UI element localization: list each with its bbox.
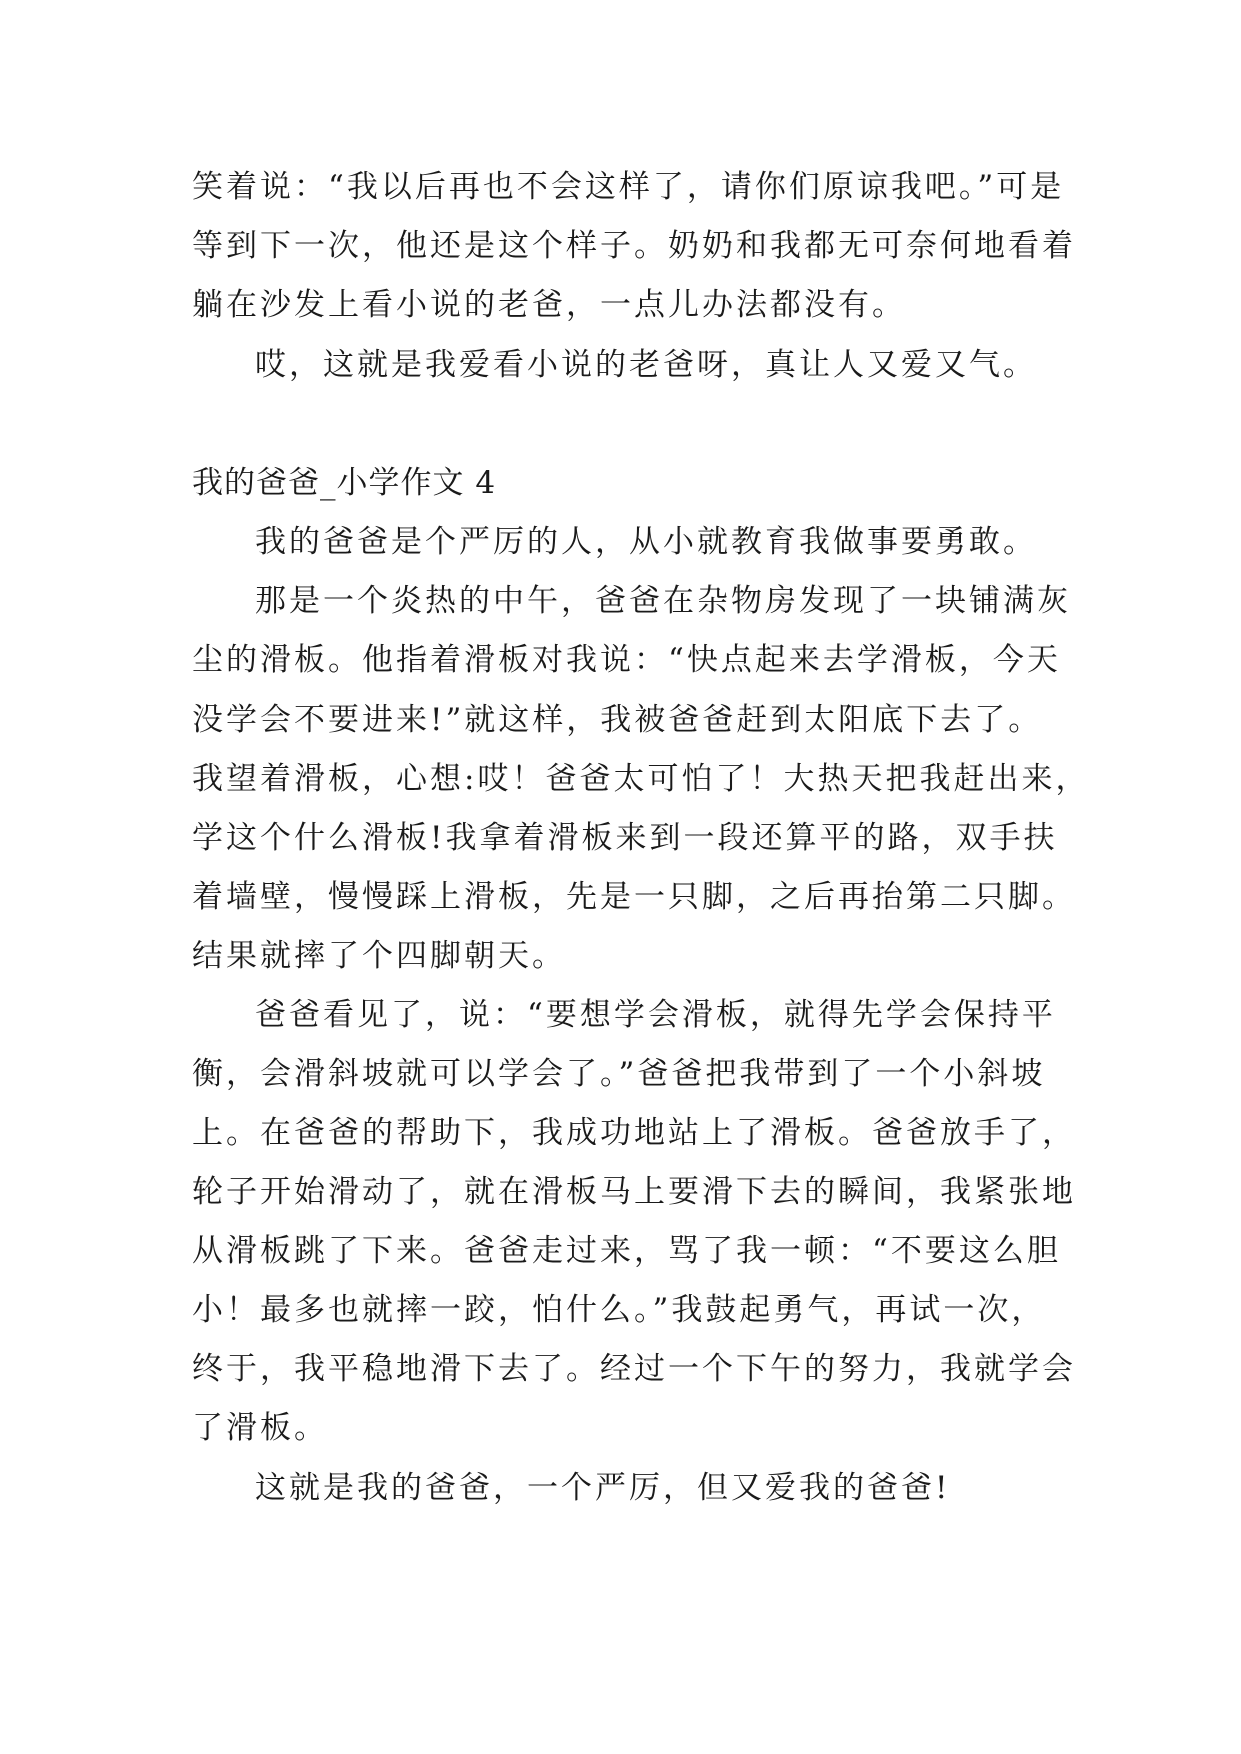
paragraph-line: 我的爸爸是个严厉的人，从小就教育我做事要勇敢。 bbox=[255, 524, 1037, 560]
text-line: 衡，会滑斜坡就可以学会了。”爸爸把我带到了一个小斜坡 bbox=[192, 1056, 1046, 1092]
text-line: 着墙壁，慢慢踩上滑板，先是一只脚，之后再抬第二只脚。 bbox=[192, 879, 1076, 915]
text-line: 小！最多也就摔一跤，怕什么。”我鼓起勇气，再试一次， bbox=[192, 1292, 1046, 1328]
paragraph-line: 哎，这就是我爱看小说的老爸呀，真让人又爱又气。 bbox=[255, 347, 1037, 383]
text-line: 我望着滑板，心想:哎！爸爸太可怕了！大热天把我赶出来， bbox=[192, 761, 1090, 797]
text-line: 学这个什么滑板!我拿着滑板来到一段还算平的路，双手扶 bbox=[192, 820, 1058, 856]
paragraph-line: 那是一个炎热的中午，爸爸在杂物房发现了一块铺满灰 bbox=[255, 583, 1071, 619]
text-line: 笑着说：“我以后再也不会这样了，请你们原谅我吧。”可是 bbox=[192, 169, 1065, 205]
text-line: 轮子开始滑动了，就在滑板马上要滑下去的瞬间，我紧张地 bbox=[192, 1174, 1076, 1210]
text-line: 终于，我平稳地滑下去了。经过一个下午的努力，我就学会 bbox=[192, 1351, 1076, 1387]
paragraph-line: 爸爸看见了，说：“要想学会滑板，就得先学会保持平 bbox=[255, 997, 1056, 1033]
text-line: 躺在沙发上看小说的老爸，一点儿办法都没有。 bbox=[192, 287, 906, 323]
text-line: 结果就摔了个四脚朝天。 bbox=[192, 938, 566, 974]
text-line: 尘的滑板。他指着滑板对我说：“快点起来去学滑板，今天 bbox=[192, 642, 1061, 678]
text-line: 上。在爸爸的帮助下，我成功地站上了滑板。爸爸放手了， bbox=[192, 1115, 1076, 1151]
paragraph-line: 这就是我的爸爸，一个严厉，但又爱我的爸爸! bbox=[255, 1470, 951, 1506]
text-line: 了滑板。 bbox=[192, 1410, 328, 1446]
text-line: 没学会不要进来!”就这样，我被爸爸赶到太阳底下去了。 bbox=[192, 702, 1043, 738]
text-line: 从滑板跳了下来。爸爸走过来，骂了我一顿：“不要这么胆 bbox=[192, 1233, 1061, 1269]
essay-title: 我的爸爸_小学作文 4 bbox=[192, 465, 497, 501]
text-line: 等到下一次，他还是这个样子。奶奶和我都无可奈何地看着 bbox=[192, 228, 1076, 264]
